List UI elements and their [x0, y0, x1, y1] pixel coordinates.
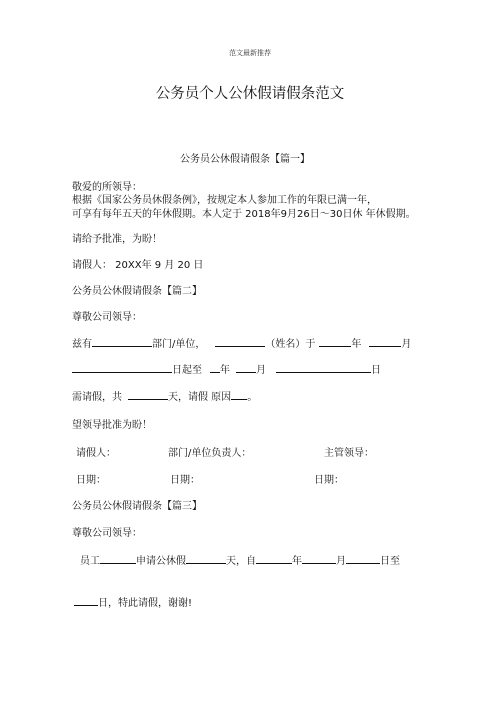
part2-fill-row1: [72, 335, 411, 350]
text-segment: 日，特此请假，谢谢!: [98, 598, 193, 609]
text-segment: 日至: [380, 556, 400, 567]
text-segment: 天，自: [226, 556, 256, 567]
date-label-1: 日期：: [76, 475, 106, 486]
text-segment: 需请假，共: [72, 392, 122, 403]
part3-fill-row2: [74, 594, 192, 609]
applicant-label: 请假人：: [76, 448, 116, 459]
blank-year: [256, 554, 292, 564]
text-segment: 天，请假 原因: [168, 392, 232, 403]
dept-head-label: 部门/单位负责人：: [168, 448, 252, 459]
blank-end-day: [74, 596, 98, 606]
page-header: 范文最新推荐: [229, 49, 271, 57]
part2-fill-row2: [72, 361, 381, 376]
date-label-2: 日期：: [170, 475, 200, 486]
text-segment: 年: [220, 365, 230, 376]
part1-heading: 公务员公休假请假条【篇一】: [180, 154, 310, 165]
text-segment: 日起至: [172, 365, 202, 376]
part1-line3: 请给予批准，为盼！: [72, 234, 162, 245]
blank-employee: [100, 554, 136, 564]
blank-end-year: [210, 363, 220, 373]
part1-line4: 请假人： 20XX年 9 月 20 日: [72, 260, 204, 271]
blank-month: [369, 337, 401, 347]
part3-fill-row1: [80, 552, 400, 567]
text-segment: （姓名）于: [265, 339, 316, 350]
text-segment: 月: [256, 365, 266, 376]
text-segment: 兹有: [72, 339, 92, 350]
part2-hope: 望领导批准为盼！: [72, 420, 152, 431]
part1-greeting: 敬爱的所领导：: [72, 182, 142, 193]
text-segment: 年: [292, 556, 302, 567]
blank-name: [215, 337, 265, 347]
part2-fill-row3: [72, 388, 257, 403]
blank-start-day: [72, 363, 172, 373]
part3-heading: 公务员公休假请假条【篇三】: [72, 501, 202, 512]
part3-greeting: 尊敬公司领导：: [72, 528, 142, 539]
blank-month: [302, 554, 336, 564]
text-segment: 。: [247, 392, 258, 403]
text-segment: 月: [336, 556, 346, 567]
date-label-3: 日期：: [314, 475, 344, 486]
blank-department: [92, 337, 152, 347]
blank-end-month: [236, 363, 256, 373]
text-segment: 员工: [80, 556, 100, 567]
part2-heading: 公务员公休假请假条【篇二】: [72, 286, 202, 297]
text-segment: 申请公休假: [136, 556, 186, 567]
text-segment: 年: [351, 339, 362, 350]
blank-days: [186, 554, 226, 564]
part1-line1: 根据《国家公务员休假条例》，按规定本人参加工作的年限已满一年，: [72, 195, 377, 206]
blank-days: [128, 390, 168, 400]
document-title: 公务员个人公休假请假条范文: [155, 86, 345, 102]
part2-greeting: 尊敬公司领导：: [72, 312, 142, 323]
blank-reason: [231, 390, 247, 400]
blank-end-day: [276, 363, 371, 373]
text-segment: 部门/单位，: [152, 339, 206, 350]
blank-year: [319, 337, 351, 347]
part1-line2: 可享有每年五天的年休假期。本人定于 2018年9月26日～30日休 年休假期。: [72, 209, 416, 220]
text-segment: 月: [401, 339, 412, 350]
text-segment: 日: [371, 365, 381, 376]
supervisor-label: 主管领导：: [324, 448, 374, 459]
blank-day: [346, 554, 380, 564]
